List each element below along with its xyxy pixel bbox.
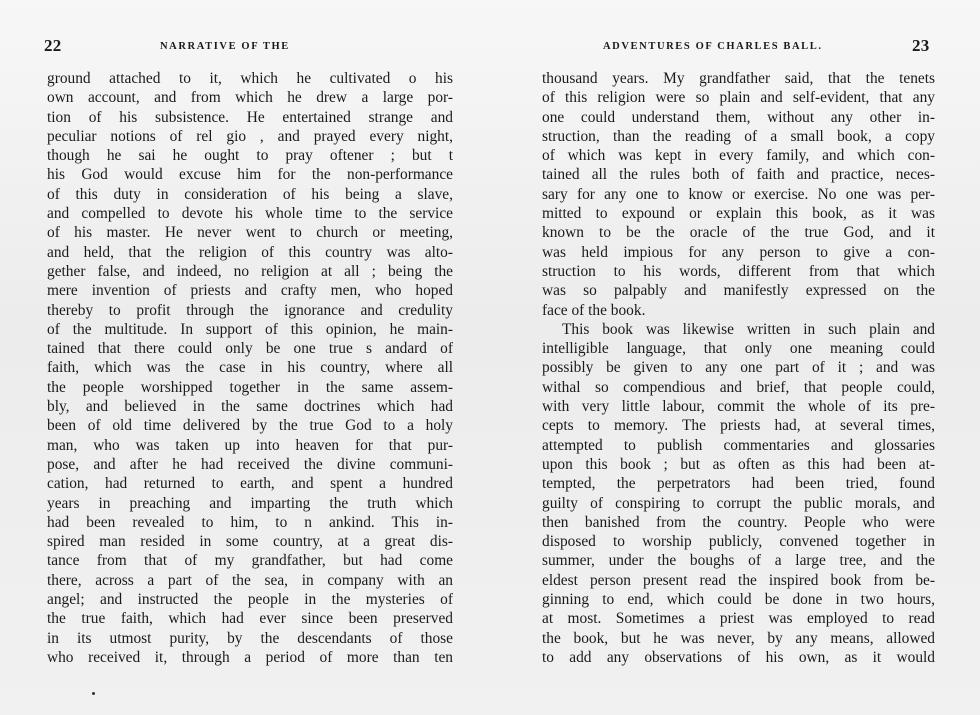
left-page-text xyxy=(47,69,453,667)
text-line: bly, and believed in the same doctrines which had xyxy=(47,398,453,416)
text-line: summer, under the boughs of a large tree, and the xyxy=(542,552,935,570)
text-line: pose, and after he had received the divine communi- xyxy=(47,455,453,473)
text-line: tained that there could only be one true s andard of xyxy=(47,340,453,358)
text-line: ground attached to it, which he cultivated o his xyxy=(47,70,453,87)
text-line: attempted to publish commentaries and glossaries xyxy=(542,436,935,454)
text-line: possibly be given to any one part of it ; and was xyxy=(542,359,935,377)
text-line: of the multitude. In support of this opinion, he main- xyxy=(47,320,453,338)
right-page-text xyxy=(542,69,935,667)
text-line: disposed to worship publicly, convened together in xyxy=(542,533,935,551)
text-line: the true faith, which had ever since been preserved xyxy=(47,610,453,628)
text-line: man, who was taken up into heaven for that pur- xyxy=(47,436,453,454)
text-line: upon this book ; but as often as this had been at- xyxy=(542,455,935,473)
text-line: tion of his subsistence. He entertained strange and xyxy=(47,108,453,126)
left-page-number: 22 xyxy=(44,36,62,55)
text-line: thereby to profit through the ignorance and credulity xyxy=(47,301,453,319)
text-line: at most. Sometimes a priest was employed to read xyxy=(542,610,935,628)
left-running-head: NARRATIVE OF THE xyxy=(160,41,290,52)
text-line: angel; and instructed the people in the mysteries of xyxy=(47,591,453,609)
text-line: struction, than the reading of a small book, a copy xyxy=(542,127,935,145)
left-page xyxy=(0,0,480,715)
text-line: eldest person present read the inspired book from be- xyxy=(542,571,935,589)
text-line: of this religion were so plain and self-evident, that any xyxy=(542,89,935,107)
right-page-number: 23 xyxy=(912,36,930,55)
text-line: tance from that of my grandfather, but had come xyxy=(47,552,453,570)
text-line: and compelled to devote his whole time to the service xyxy=(47,205,453,223)
text-line: gether false, and indeed, no religion at all ; being the xyxy=(47,262,453,280)
text-line: been of old time delivered by the true God to a holy xyxy=(47,417,453,435)
text-line: of this duty in consideration of his being a slave, xyxy=(47,185,453,203)
right-running-head: ADVENTURES OF CHARLES BALL. xyxy=(603,41,823,52)
text-line: mere invention of priests and crafty men, who hoped xyxy=(47,282,453,300)
text-line: though he sai he ought to pray oftener ; but t xyxy=(47,147,453,165)
text-line: face of the book. xyxy=(542,301,646,319)
text-line: cepts to memory. The priests had, at several times, xyxy=(542,417,935,435)
ink-speck xyxy=(92,692,95,695)
text-line: tempted, the perpetrators had been tried, found xyxy=(542,475,935,493)
text-line: in its utmost purity, by the descendants of those xyxy=(47,629,453,647)
text-line: mitted to expound or explain this book, as it was xyxy=(542,205,935,223)
right-page xyxy=(505,0,980,715)
text-line: there, across a part of the sea, in company with an xyxy=(47,571,453,589)
text-line: who received it, through a period of more than ten xyxy=(47,648,453,666)
text-line: then banished from the country. People who were xyxy=(542,513,935,531)
text-line: to add any observations of his own, as it would xyxy=(542,648,935,666)
text-line: withal so compendious and brief, that people could, xyxy=(542,378,935,396)
text-line: was so palpably and manifestly expressed on the xyxy=(542,282,935,300)
text-line: one could understand them, without any other in- xyxy=(542,108,935,126)
text-line: his God would excuse him for the non-performance xyxy=(47,166,453,184)
text-line: cation, had returned to earth, and spent a hundred xyxy=(47,475,453,493)
text-line: tained all the rules both of faith and practice, neces- xyxy=(542,166,935,184)
text-line: known to be the oracle of the true God, and it xyxy=(542,224,935,242)
text-line: ginning to end, which could be done in two hours, xyxy=(542,591,935,609)
text-line: own account, and from which he drew a large por- xyxy=(47,89,453,107)
text-line: of which was kept in every family, and which con- xyxy=(542,147,935,165)
text-line: was held impious for any person to give a con- xyxy=(542,243,935,261)
text-line: struction to his words, different from that which xyxy=(542,262,935,280)
text-line: and held, that the religion of this country was alto- xyxy=(47,243,453,261)
text-line: guilty of conspiring to corrupt the public morals, and xyxy=(542,494,935,512)
text-line: thousand years. My grandfather said, that the tenets xyxy=(542,70,935,87)
text-line: faith, which was the case in his country, where all xyxy=(47,359,453,377)
text-line: the book, but he was never, by any means, allowed xyxy=(542,629,935,647)
text-line: spired man resided in some country, at a great dis- xyxy=(47,533,453,551)
text-line: years in preaching and imparting the truth which xyxy=(47,494,453,512)
text-line: This book was likewise written in such plain and xyxy=(562,320,935,338)
text-line: intelligible language, that only one meaning could xyxy=(542,340,935,358)
text-line: had been revealed to him, to n ankind. This in- xyxy=(47,513,453,531)
text-line: peculiar notions of rel gio , and prayed every night, xyxy=(47,127,453,145)
text-line: sary for any one to know or exercise. No one was per- xyxy=(542,185,935,203)
text-line: the people worshipped together in the same assem- xyxy=(47,378,453,396)
text-line: with very little labour, commit the whole of its pre- xyxy=(542,398,935,416)
text-line: of his master. He never went to church or meeting, xyxy=(47,224,453,242)
